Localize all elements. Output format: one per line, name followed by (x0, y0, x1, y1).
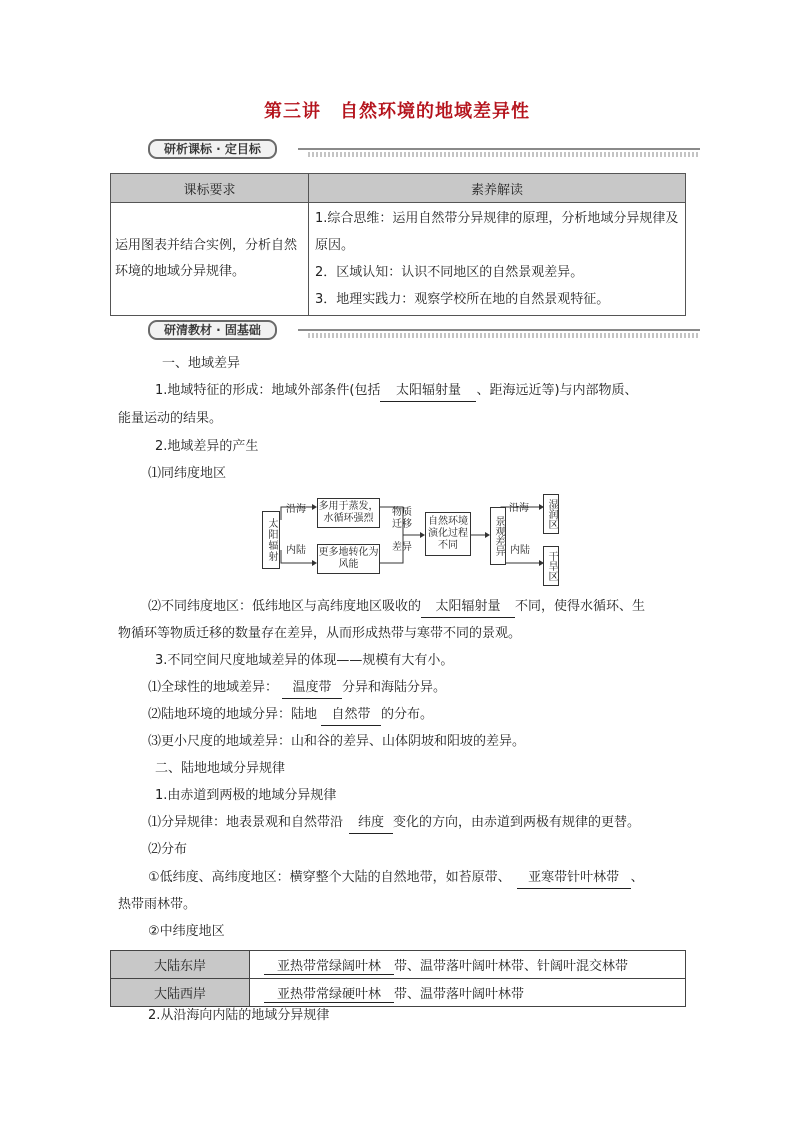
section-heading: 二、陆地地域分异规律 (155, 761, 286, 776)
paragraph: ⑴同纬度地区 (148, 466, 227, 481)
paragraph: ⑵分布 (148, 842, 188, 857)
text: 1.地域特征的形成：地域外部条件(包括 (155, 383, 381, 398)
zone-row-label: 大陆东岸 (111, 951, 250, 979)
zone-row-label: 大陆西岸 (111, 979, 250, 1007)
inland-label: 内陆 (286, 545, 306, 556)
coast-label-2: 沿海 (509, 503, 529, 514)
zone-row-content (250, 979, 686, 1007)
paragraph: 1.由赤道到两极的地域分异规律 (155, 788, 337, 803)
literacy-cell (309, 203, 686, 316)
sun-label: 太阳辐射 (266, 518, 277, 562)
humid-box (543, 494, 559, 534)
answer-blank: 自然带 (321, 705, 381, 726)
text: 变化的方向，由赤道到两极有规律的更替。 (393, 815, 641, 830)
migration-label: 物质迁移 (392, 507, 412, 530)
literacy-item: 1.综合思维：运用自然带分异规律的原理，分析地域分异规律及原因。 (315, 211, 679, 253)
text: ⑵陆地环境的地域分异：陆地 (148, 707, 318, 722)
section-heading: 一、地域差异 (162, 356, 241, 371)
process-box: 自然环境演化过程不同 (425, 512, 471, 556)
text: 的分布。 (381, 707, 434, 722)
requirement-cell (111, 203, 309, 316)
inland-box: 更多地转化为风能 (317, 544, 380, 574)
table-row (111, 979, 686, 1007)
paragraph (148, 678, 446, 699)
literacy-item: 3．地理实践力：观察学校所在地的自然景观特征。 (315, 292, 610, 307)
banner-label: 研析课标 · 定目标 (148, 139, 277, 159)
text: 分异和海陆分异。 (342, 680, 447, 695)
paragraph: 热带雨林带。 (118, 897, 197, 912)
paragraph (148, 705, 433, 726)
paragraph: 物循环等物质迁移的数量存在差异，从而形成热带与寒带不同的景观。 (118, 626, 522, 641)
humid-label: 湿润区 (546, 499, 557, 529)
table-row (111, 951, 686, 979)
text: 带、温带落叶阔叶林带、针阔叶混交林带 (394, 958, 629, 974)
answer-blank: 温度带 (282, 678, 342, 699)
answer-blank: 亚热带常绿硬叶林 (264, 983, 394, 1003)
text: 带、温带落叶阔叶林带 (394, 986, 525, 1002)
section-banner-standards (148, 139, 700, 159)
text: ⑴全球性的地域差异： (148, 680, 279, 695)
landscape-label: 景观差异 (493, 516, 504, 556)
banner-label: 研清教材 · 固基础 (148, 320, 277, 340)
text: 、距海远近等)与内部物质、 (476, 383, 638, 398)
text: 不同，使得水循环、生 (515, 599, 646, 614)
answer-blank: 纬度 (349, 813, 393, 834)
paragraph (148, 813, 640, 834)
literacy-item: 2．区域认知：认识不同地区的自然景观差异。 (315, 265, 584, 280)
paragraph (148, 868, 644, 889)
answer-blank: 太阳辐射量 (380, 381, 476, 402)
table-header: 课标要求 (111, 174, 309, 203)
paragraph: 2.地域差异的产生 (155, 439, 259, 454)
paragraph (148, 597, 645, 618)
arid-box (543, 546, 559, 586)
paragraph: ②中纬度地区 (148, 924, 225, 939)
section-banner-textbook (148, 320, 700, 340)
inland-label-2: 内陆 (510, 545, 530, 556)
paragraph: ⑶更小尺度的地域差异：山和谷的差异、山体阴坡和阳坡的差异。 (148, 734, 526, 749)
page-title: 第三讲 自然环境的地域差异性 (264, 101, 530, 122)
answer-blank: 太阳辐射量 (421, 597, 515, 618)
text: 、 (630, 870, 644, 885)
paragraph: 能量运动的结果。 (118, 411, 223, 426)
text: ⑴分异规律：地表景观和自然带沿 (148, 815, 344, 830)
answer-blank: 亚热带常绿阔叶林 (264, 955, 394, 975)
difference-label: 差异 (392, 542, 412, 553)
paragraph: 3.不同空间尺度地域差异的体现——规模有大有小。 (155, 653, 454, 668)
text: ⑵不同纬度地区：低纬地区与高纬度地区吸收的 (148, 599, 422, 614)
sun-box (262, 511, 280, 569)
text: ①低纬度、高纬度地区：横穿整个大陆的自然地带，如苔原带、 (148, 870, 511, 885)
arid-label: 干旱区 (546, 551, 557, 581)
coast-box: 多用于蒸发，水循环强烈 (317, 498, 380, 528)
paragraph: 2.从沿海向内陆的地域分异规律 (148, 1008, 330, 1023)
flowchart (260, 493, 560, 585)
zone-table (110, 950, 686, 1007)
landscape-box (490, 507, 506, 565)
coast-label: 沿海 (286, 504, 306, 515)
table-header: 素养解读 (309, 174, 686, 203)
answer-blank: 亚寒带针叶林带 (517, 868, 631, 889)
standards-table (110, 173, 686, 316)
zone-row-content (250, 951, 686, 979)
requirement-text: 运用图表并结合实例，分析自然环境的地域分异规律。 (115, 238, 298, 279)
paragraph (155, 381, 638, 402)
